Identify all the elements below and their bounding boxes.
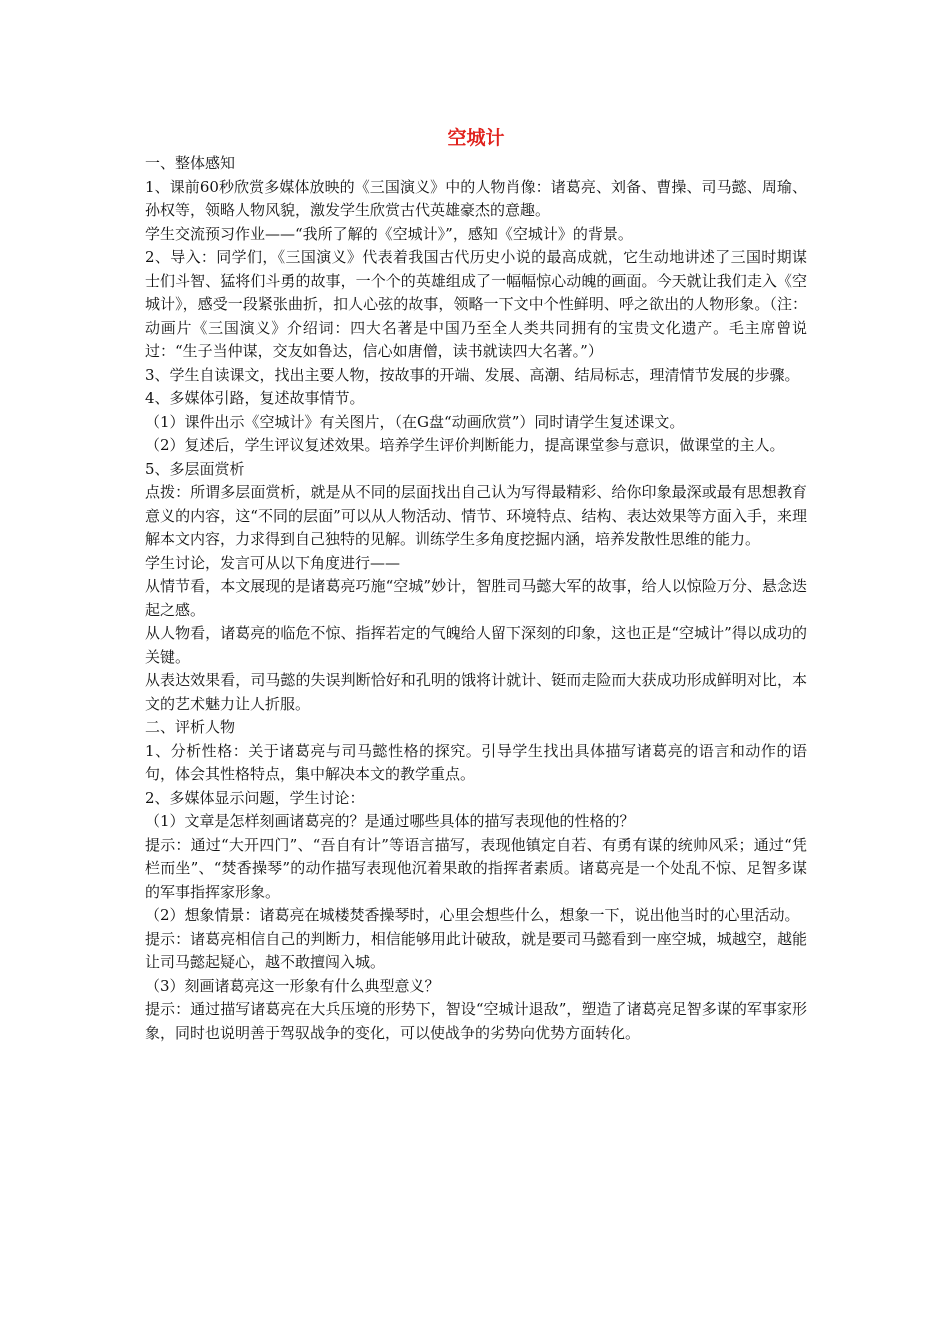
- paragraph: 3、学生自读课文，找出主要人物，按故事的开端、发展、高潮、结局标志，理清情节发展的步骤。: [145, 365, 800, 384]
- paragraph: 5、多层面赏析: [145, 459, 245, 478]
- paragraph: 1、课前60秒欣赏多媒体放映的《三国演义》中的人物肖像：诸葛亮、刘备、曹操、司马懿、周瑜、孙权等，领略人物风貌，激发学生欣赏古代英雄豪杰的意趣。: [145, 177, 807, 219]
- paragraph: （1）文章是怎样刻画诸葛亮的？是通过哪些具体的描写表现他的性格的？: [145, 812, 635, 830]
- paragraph: 提示：通过描写诸葛亮在大兵压境的形势下，智设“空城计退敌”，塑造了诸葛亮足智多谋的军事家形象，同时也说明善于驾驭战争的变化，可以使战争的劣势向优势方面转化。: [145, 1000, 807, 1042]
- paragraph: （1）课件出示《空城计》有关图片，（在G盘“动画欣赏”）同时请学生复述课文。: [145, 412, 685, 431]
- paragraph: 2、多媒体显示问题，学生讨论：: [145, 788, 365, 807]
- paragraph: 从表达效果看，司马懿的失误判断恰好和孔明的饿将计就计、铤而走险而大获成功形成鲜明对比，本文的艺术魅力让人折服。: [145, 671, 807, 713]
- paragraph: （2）想象情景：诸葛亮在城楼焚香操琴时，心里会想些什么，想象一下，说出他当时的心里活动。: [145, 906, 800, 924]
- paragraph: 从情节看，本文展现的是诸葛亮巧施“空城”妙计，智胜司马懿大军的故事，给人以惊险万分、悬念迭起之感。: [145, 577, 807, 619]
- paragraph: （2）复述后，学生评议复述效果。培养学生评价判断能力，提高课堂参与意识，做课堂的主人。: [145, 436, 785, 454]
- paragraph: 从人物看，诸葛亮的临危不惊、指挥若定的气魄给人留下深刻的印象，这也正是“空城计”得以成功的关键。: [145, 624, 807, 666]
- paragraph: 提示：诸葛亮相信自己的判断力，相信能够用此计破敌，就是要司马懿看到一座空城，城越空，越能让司马懿起疑心，越不敢擅闯入城。: [145, 929, 807, 971]
- paragraph: （3）刻画诸葛亮这一形象有什么典型意义？: [145, 976, 440, 995]
- paragraph: 4、多媒体引路，复述故事情节。: [145, 389, 365, 407]
- section-heading: 一、整体感知: [145, 154, 236, 172]
- document-page: [145, 124, 807, 1045]
- paragraph: 点拨：所谓多层面赏析，就是从不同的层面找出自己认为写得最精彩、给你印象最深或最有思想教育意义的内容，这“不同的层面”可以从人物活动、情节、环境特点、结构、表达效果等方面入手，来理解本文内容，力求得到自己独特的见解。训练学生多角度挖掘内涵，培养发散性思维的能力。: [145, 483, 807, 548]
- paragraph: 2、导入：同学们，《三国演义》代表着我国古代历史小说的最高成就，它生动地讲述了三国时期谋士们斗智、猛将们斗勇的故事，一个个的英雄组成了一幅幅惊心动魄的画面。今天就让我们走入《空城计》，感受一段紧张曲折，扣人心弦的故事，领略一下文中个性鲜明、呼之欲出的人物形象。（注：动画片《三国演义》介绍词：四大名著是中国乃至全人类共同拥有的宝贵文化遗产。毛主席曾说过：“生子当仲谋，交友如鲁达，信心如唐僧，读书就读四大名著。”）: [145, 248, 807, 360]
- paragraph: 提示：通过“大开四门”、“吾自有计”等语言描写，表现他镇定自若、有勇有谋的统帅风采；通过“凭栏而坐”、“焚香操琴”的动作描写表现他沉着果敢的指挥者素质。诸葛亮是一个处乱不惊、足智多谋的军事指挥家形象。: [145, 835, 807, 901]
- paragraph: 1、分析性格：关于诸葛亮与司马懿性格的探究。引导学生找出具体描写诸葛亮的语言和动作的语句，体会其性格特点，集中解决本文的教学重点。: [145, 741, 807, 783]
- document-title: 空城计: [447, 127, 505, 149]
- paragraph: 学生交流预习作业——“我所了解的《空城计》”，感知《空城计》的背景。: [145, 224, 633, 243]
- paragraph: 学生讨论，发言可从以下角度进行——: [145, 553, 401, 572]
- section-heading: 二、评析人物: [145, 718, 236, 736]
